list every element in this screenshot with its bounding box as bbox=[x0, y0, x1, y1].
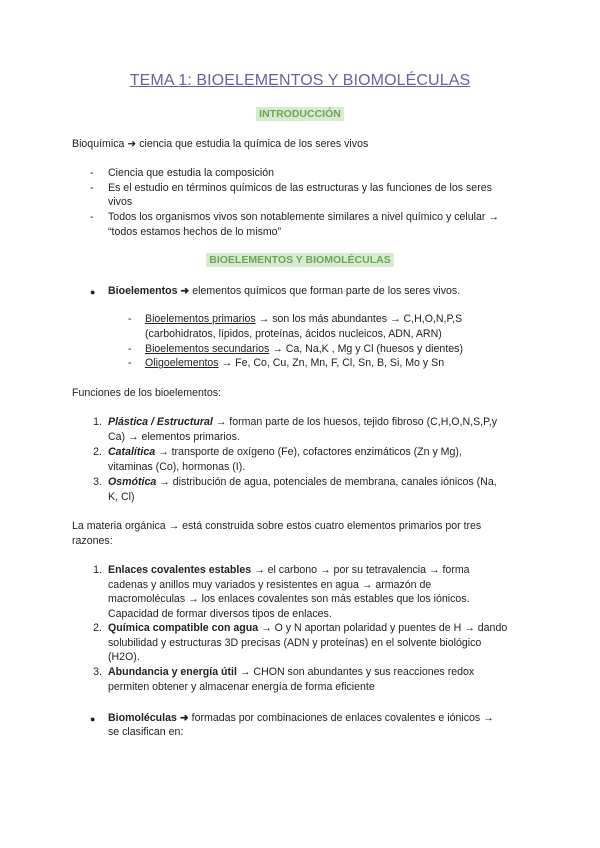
list-item-text: cadenas y anillos muy variados y resistentes en agua → armazón de bbox=[108, 579, 432, 591]
list-item-text: permiten obtener y almacenar energía de forma eficiente bbox=[108, 681, 375, 693]
list-item-text: Bioelementos primarios → son los más abundantes → C,H,O,N,P,S bbox=[145, 313, 463, 325]
list-number: 3. bbox=[93, 666, 102, 678]
list-item-text: vitaminas (Co), hormonas (I). bbox=[108, 461, 246, 473]
list-item-text: (H2O). bbox=[108, 651, 140, 663]
functions-heading: Funciones de los bioelementos: bbox=[72, 387, 221, 399]
list-item-text: se clasifican en: bbox=[108, 726, 184, 738]
section-heading-intro: INTRODUCCIÓN bbox=[0, 108, 600, 120]
list-item-text: Enlaces covalentes estables → el carbono → por su tetravalencia → forma bbox=[108, 564, 470, 576]
bullet-icon: ● bbox=[90, 714, 96, 724]
list-item-text: Todos los organismos vivos son notablemente similares a nivel químico y celular → bbox=[108, 211, 499, 223]
list-item: - bbox=[128, 313, 132, 325]
list-item-text: Bioelementos secundarios → Ca, Na,K , Mg y Cl (huesos y dientes) bbox=[145, 343, 463, 355]
bullet-item-bioelementos: Bioelementos ➜ elementos químicos que forman parte de los seres vivos. bbox=[108, 285, 461, 297]
list-number: 3. bbox=[93, 476, 102, 488]
section-heading-bio: BIOELEMENTOS Y BIOMOLÉCULAS bbox=[0, 254, 600, 266]
list-item-text: Ciencia que estudia la composición bbox=[108, 167, 275, 179]
list-item-text: Plástica / Estructural → forman parte de los huesos, tejido fibroso (C,H,O,N,S,P,y bbox=[108, 416, 498, 428]
paragraph-line: La materia orgánica → está construida sobre estos cuatro elementos primarios por tres bbox=[72, 520, 482, 532]
list-number: 1. bbox=[93, 416, 102, 428]
list-number: 1. bbox=[93, 564, 102, 576]
list-item-text: vivos bbox=[108, 196, 133, 208]
list-number: 2. bbox=[93, 446, 102, 458]
list-item-text: Oligoelementos → Fe, Co, Cu, Zn, Mn, F, Cl, Sn, B, Si, Mo y Sn bbox=[145, 357, 445, 369]
list-item: - bbox=[128, 357, 132, 369]
list-item-text: solubilidad y estructuras 3D precisas (ADN y proteínas) en el solvente biológico bbox=[108, 637, 482, 649]
arrow-icon: ➜ bbox=[127, 138, 137, 150]
list-item-text: Ca) → elementos primarios. bbox=[108, 431, 240, 443]
list-item: - bbox=[90, 211, 94, 223]
list-item-text: Capacidad de formar diversos tipos de enlaces. bbox=[108, 608, 332, 620]
list-item-text: macromoléculas → los enlaces covalentes son más estables que los iónicos. bbox=[108, 593, 470, 605]
list-number: 2. bbox=[93, 622, 102, 634]
definition-line: Bioquímica ➜ ciencia que estudia la química de los seres vivos bbox=[72, 138, 369, 150]
list-item-text: Osmótica → distribución de agua, potenciales de membrana, canales iónicos (Na, bbox=[108, 476, 497, 488]
page-title: TEMA 1: BIOELEMENTOS Y BIOMOLÉCULAS bbox=[129, 72, 471, 89]
list-item-text: (carbohidratos, lípidos, proteínas, ácidos nucleicos, ADN, ARN) bbox=[145, 328, 442, 340]
list-item-text: “todos estamos hechos de lo mismo” bbox=[108, 226, 282, 238]
list-item: - bbox=[90, 182, 94, 194]
list-item-text: Catalítica → transporte de oxígeno (Fe), cofactores enzimáticos (Zn y Mg), bbox=[108, 446, 462, 458]
paragraph-line: razones: bbox=[72, 535, 113, 547]
bullet-icon: ● bbox=[90, 287, 96, 297]
list-item: - bbox=[128, 343, 132, 355]
list-item-text: K, Cl) bbox=[108, 491, 135, 503]
list-item-text: Abundancia y energía útil → CHON son abundantes y sus reacciones redox bbox=[108, 666, 475, 678]
list-item-text: Es el estudio en términos químicos de las estructuras y las funciones de los seres bbox=[108, 182, 492, 194]
list-item-text: Química compatible con agua → O y N aportan polaridad y puentes de H → dando bbox=[108, 622, 508, 634]
list-item: - bbox=[90, 167, 94, 179]
bullet-item-biomoleculas: Biomoléculas ➜ formadas por combinaciones de enlaces covalentes e iónicos → bbox=[108, 712, 494, 724]
